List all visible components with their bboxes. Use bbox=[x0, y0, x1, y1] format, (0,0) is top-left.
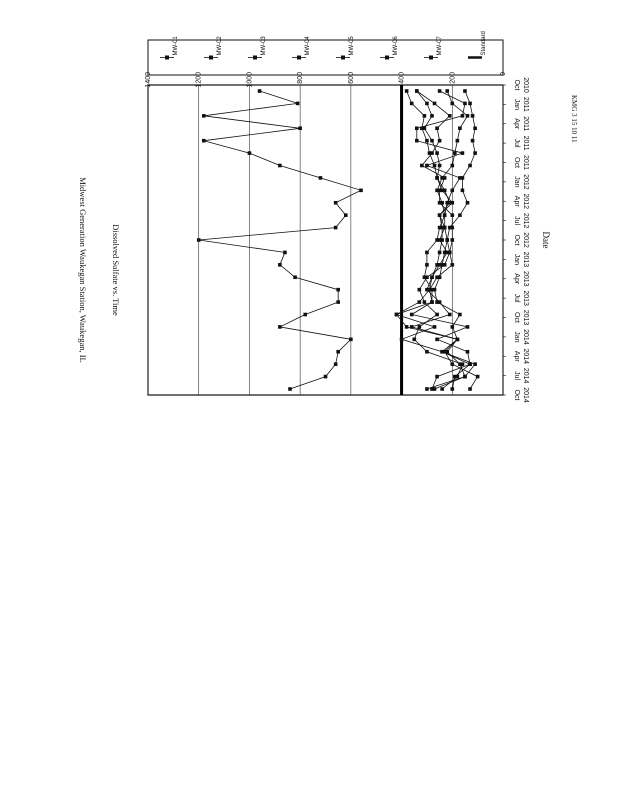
x-tick-month: Apr bbox=[513, 195, 520, 207]
x-tick-month: Oct bbox=[513, 234, 520, 246]
x-axis-label: Date bbox=[541, 231, 551, 249]
x-tick-month: Apr bbox=[513, 118, 520, 130]
x-tick-year: 2011 bbox=[522, 96, 529, 112]
data-point bbox=[425, 251, 429, 255]
legend-label: MW-04 bbox=[305, 36, 311, 56]
data-point bbox=[461, 176, 465, 180]
series-line-mw-03 bbox=[397, 91, 466, 389]
y-tick-label: 1200 bbox=[195, 72, 203, 88]
y-tick-label: 1400 bbox=[145, 72, 152, 88]
data-point bbox=[450, 102, 454, 106]
data-point bbox=[471, 114, 475, 118]
data-point bbox=[463, 375, 467, 379]
data-point bbox=[425, 102, 429, 106]
x-tick-year: 2012 bbox=[522, 232, 529, 248]
x-tick-year: 2012 bbox=[522, 174, 529, 190]
data-point bbox=[435, 151, 439, 155]
data-point bbox=[336, 350, 340, 354]
data-point bbox=[458, 213, 462, 217]
y-tick-label: 600 bbox=[347, 72, 355, 84]
legend-marker bbox=[341, 56, 345, 60]
data-point bbox=[450, 325, 454, 329]
legend-label: MW-06 bbox=[393, 36, 399, 56]
data-point bbox=[359, 189, 363, 193]
y-tick-label: 0 bbox=[500, 72, 507, 76]
data-point bbox=[456, 375, 460, 379]
data-point bbox=[435, 275, 439, 279]
data-point bbox=[435, 126, 439, 130]
data-point bbox=[334, 201, 338, 205]
data-point bbox=[248, 151, 252, 155]
data-point bbox=[438, 263, 442, 267]
x-tick-month: Jul bbox=[513, 293, 520, 303]
y-tick-label: 800 bbox=[297, 72, 305, 84]
data-point bbox=[450, 387, 454, 391]
data-point bbox=[476, 375, 480, 379]
data-point bbox=[423, 114, 427, 118]
data-point bbox=[410, 325, 414, 329]
data-point bbox=[298, 126, 302, 130]
data-point bbox=[473, 362, 477, 366]
data-point bbox=[473, 151, 477, 155]
data-point bbox=[438, 213, 442, 217]
page-stamp: KMG 3 15 10 11 bbox=[570, 95, 578, 143]
data-point bbox=[438, 189, 442, 193]
data-point bbox=[283, 251, 287, 255]
data-point bbox=[349, 338, 353, 342]
x-tick-year: 2010 bbox=[522, 77, 529, 93]
data-point bbox=[202, 139, 206, 143]
x-tick-month: Jul bbox=[513, 216, 520, 226]
data-point bbox=[438, 201, 442, 205]
data-point bbox=[468, 362, 472, 366]
data-point bbox=[423, 126, 427, 130]
data-point bbox=[443, 263, 447, 267]
data-point bbox=[423, 300, 427, 304]
x-tick-year: 2013 bbox=[522, 270, 529, 287]
legend-marker bbox=[165, 56, 169, 60]
data-point bbox=[440, 350, 444, 354]
legend-marker bbox=[209, 56, 213, 60]
data-point bbox=[412, 338, 416, 342]
data-point bbox=[458, 313, 462, 317]
data-point bbox=[303, 313, 307, 317]
data-point bbox=[443, 213, 447, 217]
page-title: Midwest Generation Waukegan Station, Waukegan, IL bbox=[78, 177, 88, 363]
data-point bbox=[440, 387, 444, 391]
data-point bbox=[448, 251, 452, 255]
data-point bbox=[415, 89, 419, 93]
data-point bbox=[415, 139, 419, 143]
series-line-mw-06 bbox=[397, 91, 471, 389]
data-point bbox=[405, 325, 409, 329]
data-point bbox=[425, 387, 429, 391]
data-point bbox=[430, 139, 434, 143]
data-point bbox=[450, 164, 454, 168]
data-point bbox=[405, 89, 409, 93]
data-point bbox=[448, 114, 452, 118]
x-tick-month: Oct bbox=[513, 389, 520, 401]
legend-label: MW-03 bbox=[261, 36, 267, 56]
data-point bbox=[448, 313, 452, 317]
x-tick-month: Jan bbox=[513, 253, 520, 266]
data-point bbox=[466, 114, 470, 118]
x-tick-year: 2013 bbox=[522, 251, 529, 268]
x-tick-year: 2011 bbox=[522, 154, 529, 171]
data-point bbox=[425, 350, 429, 354]
data-point bbox=[445, 238, 449, 242]
data-point bbox=[296, 102, 300, 106]
data-point bbox=[458, 126, 462, 130]
data-point bbox=[288, 387, 292, 391]
data-point bbox=[471, 139, 475, 143]
data-point bbox=[435, 338, 439, 342]
data-point bbox=[450, 238, 454, 242]
data-point bbox=[400, 338, 404, 342]
x-tick-month: Oct bbox=[513, 312, 520, 323]
x-axis bbox=[503, 77, 529, 403]
x-tick-year: 2012 bbox=[522, 193, 529, 210]
data-point bbox=[443, 189, 447, 193]
data-point bbox=[466, 350, 470, 354]
data-point bbox=[461, 151, 465, 155]
data-point bbox=[197, 238, 201, 242]
data-point bbox=[433, 325, 437, 329]
legend-label: MW-02 bbox=[217, 36, 223, 56]
data-point bbox=[278, 325, 282, 329]
data-point bbox=[293, 275, 297, 279]
data-point bbox=[418, 325, 422, 329]
data-point bbox=[433, 102, 437, 106]
data-point bbox=[415, 126, 419, 130]
x-tick-month: Jan bbox=[513, 331, 520, 343]
x-tick-month: Jan bbox=[513, 98, 520, 111]
legend-label: MW-01 bbox=[173, 36, 179, 56]
data-point bbox=[468, 102, 472, 106]
data-point bbox=[463, 89, 467, 93]
x-tick-month: Apr bbox=[513, 273, 520, 285]
data-point bbox=[395, 313, 399, 317]
data-point bbox=[344, 213, 348, 217]
data-point bbox=[418, 288, 422, 292]
data-point bbox=[334, 362, 338, 366]
legend-marker bbox=[429, 56, 433, 60]
data-point bbox=[433, 387, 437, 391]
data-point bbox=[450, 263, 454, 267]
data-point bbox=[202, 114, 206, 118]
x-tick-month: Oct bbox=[513, 157, 520, 168]
data-point bbox=[425, 275, 429, 279]
data-point bbox=[461, 362, 465, 366]
data-point bbox=[410, 102, 414, 106]
x-tick-month: Jul bbox=[513, 371, 520, 381]
data-point bbox=[456, 139, 460, 143]
x-tick-year: 2011 bbox=[522, 116, 529, 132]
series-layer bbox=[197, 89, 480, 391]
data-point bbox=[466, 325, 470, 329]
x-tick-month: Apr bbox=[513, 350, 520, 362]
legend-label: Standard bbox=[481, 31, 487, 56]
y-tick-label: 400 bbox=[398, 72, 406, 84]
data-point bbox=[430, 151, 434, 155]
data-point bbox=[461, 189, 465, 193]
data-point bbox=[324, 375, 328, 379]
legend-marker bbox=[385, 56, 389, 60]
data-point bbox=[425, 164, 429, 168]
legend-label: MW-05 bbox=[349, 36, 355, 56]
data-point bbox=[468, 164, 472, 168]
data-point bbox=[430, 300, 434, 304]
data-point bbox=[443, 226, 447, 230]
x-tick-month: Jan bbox=[513, 176, 520, 188]
data-point bbox=[453, 151, 457, 155]
data-point bbox=[425, 263, 429, 267]
x-tick-month: Oct bbox=[513, 79, 520, 91]
data-point bbox=[278, 263, 282, 267]
x-tick-year: 2014 bbox=[522, 348, 529, 365]
data-point bbox=[438, 251, 442, 255]
data-point bbox=[438, 300, 442, 304]
data-point bbox=[418, 300, 422, 304]
data-point bbox=[473, 126, 477, 130]
x-tick-year: 2013 bbox=[522, 290, 529, 306]
data-point bbox=[461, 114, 465, 118]
data-point bbox=[430, 275, 434, 279]
series-line-mw-01 bbox=[199, 91, 361, 389]
data-point bbox=[438, 238, 442, 242]
data-point bbox=[463, 102, 467, 106]
x-tick-year: 2014 bbox=[522, 367, 529, 384]
x-tick-year: 2014 bbox=[522, 329, 529, 345]
data-point bbox=[278, 164, 282, 168]
data-point bbox=[450, 213, 454, 217]
data-point bbox=[443, 176, 447, 180]
chart-subtitle: Dissolved Sulfate vs. Time bbox=[111, 224, 121, 316]
data-point bbox=[450, 362, 454, 366]
data-point bbox=[420, 164, 424, 168]
legend-box bbox=[148, 40, 503, 75]
data-point bbox=[435, 176, 439, 180]
data-point bbox=[433, 164, 437, 168]
data-point bbox=[410, 313, 414, 317]
legend-marker bbox=[253, 56, 257, 60]
data-point bbox=[336, 300, 340, 304]
data-point bbox=[438, 164, 442, 168]
data-point bbox=[448, 201, 452, 205]
data-point bbox=[319, 176, 323, 180]
data-point bbox=[433, 288, 437, 292]
data-point bbox=[425, 139, 429, 143]
data-point bbox=[468, 387, 472, 391]
data-point bbox=[258, 89, 262, 93]
data-point bbox=[435, 313, 439, 317]
data-point bbox=[430, 114, 434, 118]
x-tick-year: 2014 bbox=[522, 387, 529, 403]
x-tick-year: 2013 bbox=[522, 309, 529, 326]
y-tick-label: 1000 bbox=[246, 72, 254, 88]
data-point bbox=[456, 338, 460, 342]
data-point bbox=[450, 189, 454, 193]
data-point bbox=[466, 201, 470, 205]
data-point bbox=[336, 288, 340, 292]
data-point bbox=[435, 375, 439, 379]
data-point bbox=[438, 139, 442, 143]
legend bbox=[148, 31, 503, 75]
data-point bbox=[445, 89, 449, 93]
x-tick-year: 2011 bbox=[522, 135, 529, 151]
x-tick-month: Jul bbox=[513, 138, 520, 148]
data-point bbox=[450, 226, 454, 230]
data-point bbox=[438, 89, 442, 93]
data-point bbox=[334, 226, 338, 230]
legend-marker bbox=[297, 56, 301, 60]
x-tick-year: 2012 bbox=[522, 212, 529, 229]
legend-label: MW-07 bbox=[437, 36, 443, 56]
data-point bbox=[428, 288, 432, 292]
y-tick-label: 200 bbox=[449, 72, 457, 84]
